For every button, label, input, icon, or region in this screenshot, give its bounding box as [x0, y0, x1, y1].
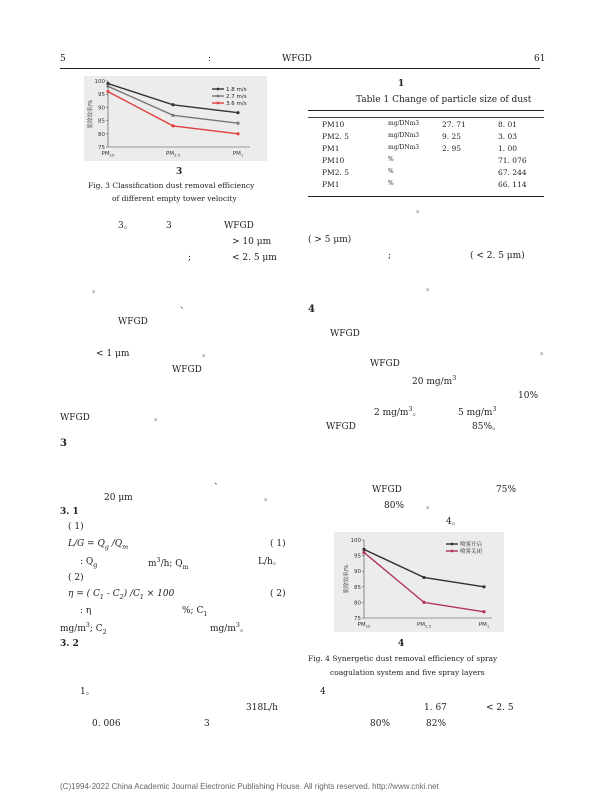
page-number-right: 61	[534, 54, 546, 64]
text: WFGD	[372, 485, 402, 495]
text: 10%	[518, 391, 539, 401]
table-cell-unit: mg/DNm3	[388, 132, 420, 139]
table-cell-b: 67. 244	[498, 168, 527, 177]
legend-marker	[217, 95, 220, 98]
text: 3	[166, 221, 172, 231]
table-cell-b: 3. 03	[498, 132, 518, 141]
table-cell-b: 1. 00	[498, 144, 518, 153]
text: 。	[264, 493, 274, 503]
data-point	[106, 90, 109, 93]
equation-1-desc-unit: $m^3/h$; $Q_m$	[148, 557, 189, 571]
y-tick-label: 90	[98, 105, 105, 112]
header-colon: :	[208, 54, 212, 64]
equation-2-desc: : η	[80, 606, 92, 616]
table-cell-unit: %	[388, 180, 394, 187]
figure-3-svg	[84, 76, 267, 161]
table-cell-unit: %	[388, 156, 394, 163]
text: ;	[388, 251, 392, 261]
figure-4-chart	[334, 532, 504, 632]
data-point	[236, 132, 239, 135]
text: < 1 μm	[96, 349, 130, 359]
table-cell-b: 71. 076	[498, 156, 527, 165]
table-cell-b: 8. 01	[498, 120, 518, 129]
y-axis-label: 脱除效率/%	[88, 99, 94, 129]
table-top-rule	[308, 110, 544, 111]
data-point	[171, 103, 174, 106]
equation-1: $L/G = Q_g$ $/Q_m$	[68, 539, 129, 551]
text: 3。	[118, 221, 133, 231]
text: 82%	[426, 719, 447, 729]
table-cell-name: PM10	[322, 156, 345, 165]
equation-1-label: ( 1)	[68, 522, 84, 532]
legend-marker	[451, 543, 454, 546]
legend-label: 喷雾开启	[460, 542, 483, 548]
legend-marker	[451, 550, 454, 553]
text: < 2. 5 μm	[232, 253, 277, 263]
text: WFGD	[330, 329, 360, 339]
table-1-title: Table 1 Change of particle size of dust	[356, 95, 532, 105]
y-tick-label: 75	[98, 145, 105, 151]
text: 4	[320, 687, 326, 697]
text: 。	[426, 501, 436, 511]
equation-1-desc: : $Q_g$	[80, 557, 98, 569]
section-4-heading: 4	[308, 304, 315, 315]
table-cell-name: PM2. 5	[322, 132, 350, 141]
table-bottom-rule	[308, 196, 544, 197]
legend-marker	[217, 88, 220, 91]
y-axis-label: 脱除效率/%	[344, 564, 350, 594]
x-tick-label: $PM_{10}$	[101, 151, 115, 158]
text: 1。	[80, 687, 95, 697]
y-tick-label: 100	[350, 538, 361, 544]
text: > 10 μm	[232, 237, 272, 247]
equation-2-desc-c: $mg/m^3$; $C_2$	[60, 622, 107, 636]
journal-abbr: WFGD	[282, 54, 312, 64]
text: ( < 2. 5 μm)	[470, 251, 525, 261]
text: 。	[154, 413, 164, 423]
figure-4-caption-en-2: coagulation system and five spray layers	[330, 668, 485, 677]
text: WFGD	[118, 317, 148, 327]
legend-label: 喷雾关闭	[460, 549, 483, 555]
text: 80%	[384, 501, 405, 511]
text: 2 $mg/m^3$。	[374, 406, 422, 418]
equation-2-label: ( 2)	[68, 573, 84, 583]
text: 、	[180, 301, 190, 311]
data-point	[106, 85, 109, 88]
text: WFGD	[224, 221, 254, 231]
table-cell-name: PM10	[322, 120, 345, 129]
text: 5 $mg/m^3$	[458, 406, 497, 418]
x-tick-label: $PM_1$	[478, 622, 490, 629]
text: < 2. 5	[486, 703, 514, 713]
figure-4-number: 4	[398, 639, 405, 649]
figure-3-number: 3	[176, 167, 183, 177]
figure-3-caption-en-2: of different empty tower velocity	[112, 194, 237, 203]
data-point	[482, 610, 485, 613]
text: 0. 006	[92, 719, 121, 729]
data-point	[171, 124, 174, 127]
legend-marker	[217, 102, 220, 105]
text: 。	[540, 347, 550, 357]
text: WFGD	[326, 422, 356, 432]
figure-4-caption-en-1: Fig. 4 Synergetic dust removal efficiency of spray	[308, 654, 498, 663]
text: 4。	[446, 517, 461, 527]
figure-3-chart	[84, 76, 267, 161]
text: WFGD	[370, 359, 400, 369]
y-tick-label: 85	[354, 584, 361, 591]
table-cell-a: 9. 25	[442, 132, 462, 141]
text: ;	[188, 253, 192, 263]
copyright-footer: (C)1994-2022 China Academic Journal Electronic Publishing House. All rights reserved. http://www.cnki.net	[60, 782, 439, 791]
section-3-1-heading: 3. 1	[60, 507, 79, 517]
table-cell-unit: mg/DNm3	[388, 144, 420, 151]
x-tick-label: $PM_1$	[232, 151, 244, 158]
header-rule	[60, 68, 540, 69]
figure-3-caption-en-1: Fig. 3 Classification dust removal efficiency	[88, 181, 255, 190]
text: 80%	[370, 719, 391, 729]
figure-4-svg	[334, 532, 504, 632]
data-point	[362, 548, 365, 551]
section-3-2-heading: 3. 2	[60, 639, 79, 649]
text: ( > 5 μm)	[308, 235, 352, 245]
text: WFGD	[60, 413, 90, 423]
text: 1. 67	[424, 703, 447, 713]
x-tick-label: $PM_{10}$	[357, 622, 371, 629]
data-point	[236, 111, 239, 114]
data-point	[236, 122, 239, 125]
section-3-heading: 3	[60, 438, 67, 449]
text: 。	[426, 283, 436, 293]
text: 85%。	[472, 422, 502, 432]
table-cell-unit: %	[388, 168, 394, 175]
table-header-rule	[308, 117, 544, 118]
equation-2: η = ( $C_1 - C_2$) $/C_1 \times 100$	[68, 589, 175, 601]
text: 。	[92, 285, 102, 295]
text: 75%	[496, 485, 517, 495]
y-tick-label: 90	[354, 569, 361, 576]
legend-label: 1.8 m/s	[226, 87, 247, 93]
table-cell-a: 2. 95	[442, 144, 462, 153]
x-tick-label: $PM_{2.5}$	[165, 151, 181, 158]
table-cell-unit: mg/DNm3	[388, 120, 420, 127]
table-cell-name: PM1	[322, 180, 340, 189]
data-point	[482, 585, 485, 588]
y-tick-label: 95	[354, 553, 361, 560]
text: 20 $mg/m^3$	[412, 375, 457, 387]
x-tick-label: $PM_{2.5}$	[416, 622, 432, 629]
y-tick-label: 95	[98, 92, 105, 99]
text: 。	[416, 205, 426, 215]
data-point	[171, 114, 174, 117]
legend-label: 3.6 m/s	[226, 101, 247, 107]
y-tick-label: 80	[98, 131, 105, 138]
table-cell-name: PM1	[322, 144, 340, 153]
text: WFGD	[172, 365, 202, 375]
data-point	[362, 551, 365, 554]
y-tick-label: 100	[94, 79, 105, 85]
text: 3	[204, 719, 210, 729]
equation-2-desc-e: $mg/m^3$。	[210, 622, 249, 634]
text: 20 μm	[104, 493, 133, 503]
equation-2-number: ( 2)	[270, 589, 286, 599]
data-point	[422, 601, 425, 604]
table-1-number: 1	[398, 79, 405, 89]
text: 318L/h	[246, 703, 278, 713]
y-tick-label: 75	[354, 616, 361, 622]
y-tick-label: 85	[98, 118, 105, 125]
page-number-left: 5	[60, 54, 66, 64]
table-cell-a: 27. 71	[442, 120, 466, 129]
table-cell-b: 66. 114	[498, 180, 527, 189]
y-tick-label: 80	[354, 600, 361, 607]
data-point	[422, 576, 425, 579]
text: 、	[214, 477, 224, 487]
table-cell-name: PM2. 5	[322, 168, 350, 177]
equation-1-number: ( 1)	[270, 539, 286, 549]
equation-2-desc-b: %; $C_1$	[182, 606, 208, 618]
text: 。	[202, 349, 212, 359]
equation-1-desc-unit2: L/h。	[258, 557, 282, 567]
legend-label: 2.7 m/s	[226, 94, 247, 100]
